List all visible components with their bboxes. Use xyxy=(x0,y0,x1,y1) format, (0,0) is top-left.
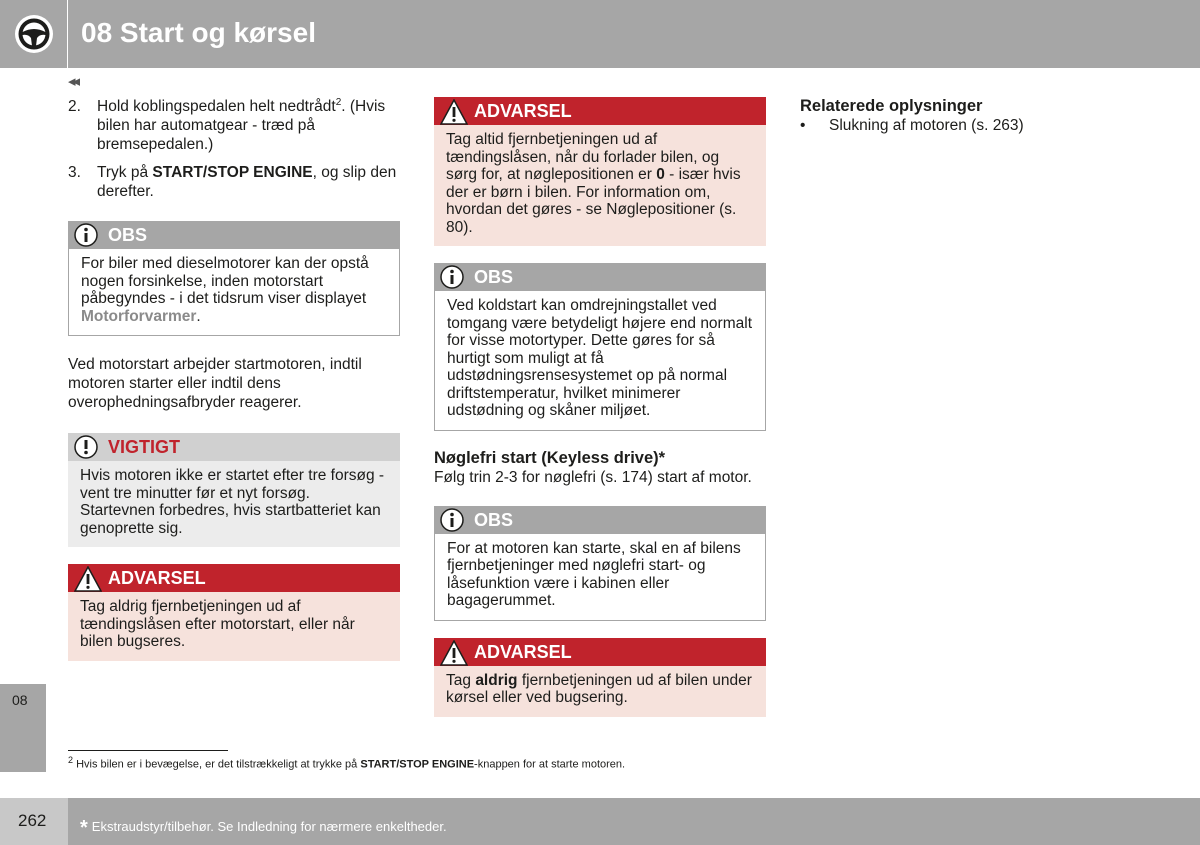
warning-triangle-icon xyxy=(440,99,468,125)
display-text: Motorforvarmer xyxy=(81,307,197,325)
page-footer xyxy=(0,798,1200,845)
column-2 xyxy=(434,97,766,717)
exclamation-icon xyxy=(74,435,98,459)
advarsel-header xyxy=(434,97,766,125)
obs-header xyxy=(434,263,766,291)
obs-text-end: . xyxy=(196,307,201,325)
advarsel-box-2 xyxy=(434,97,766,246)
advarsel-body xyxy=(434,666,766,717)
page-number: 262 xyxy=(18,811,47,830)
chapter-tab-number: 08 xyxy=(12,692,28,708)
advarsel-text: Tag xyxy=(446,671,476,689)
advarsel-body xyxy=(434,125,766,246)
keyless-section xyxy=(434,449,766,487)
advarsel-box-3 xyxy=(434,638,766,717)
key-position-value: 0 xyxy=(656,166,665,183)
related-list-item[interactable] xyxy=(800,116,1132,135)
obs-header xyxy=(434,506,766,534)
advarsel-header xyxy=(434,638,766,666)
info-icon xyxy=(440,508,464,532)
obs-body: For at motoren kan starte, skal en af bilens fjernbetjeninger med nøglefri start- og låsefunktion være i kabinen eller bagagerummet. xyxy=(434,534,766,621)
advarsel-bold: aldrig xyxy=(475,671,518,689)
footnote-text-cont: -knappen for at starte motoren. xyxy=(474,758,626,771)
footnote-bold: START/STOP ENGINE xyxy=(360,758,475,771)
step-number: 3. xyxy=(68,164,81,181)
footnote-number: 2 xyxy=(68,755,74,765)
vigtigt-header xyxy=(68,433,400,461)
page-title: 08 Start og kørsel xyxy=(81,17,316,48)
step-text-cont: , og slip den derefter. xyxy=(97,164,397,200)
keyless-text: Følg trin 2-3 for nøglefri (s. 174) start af motor. xyxy=(434,468,752,486)
footnote-ref[interactable]: 2 xyxy=(335,96,342,108)
obs-box-keyless xyxy=(434,506,766,621)
obs-box-diesel xyxy=(68,221,400,336)
step-bold: START/STOP ENGINE xyxy=(152,164,313,181)
advarsel-header xyxy=(68,564,400,592)
step-text: Hold koblingspedalen helt nedtrådt xyxy=(97,98,336,115)
step-3 xyxy=(68,163,400,201)
back-arrows-icon[interactable]: ◂◂ xyxy=(68,73,78,90)
keyless-heading: Nøglefri start (Keyless drive)* xyxy=(434,448,666,467)
advarsel-label: ADVARSEL xyxy=(108,568,206,588)
header-icon-box xyxy=(0,0,68,68)
obs-body xyxy=(68,249,400,336)
page-number-box xyxy=(0,798,68,845)
accessory-star: * xyxy=(80,817,88,839)
footnote-text: Hvis bilen er i bevægelse, er det tilstrækkeligt at trykke på xyxy=(73,758,361,771)
advarsel-text-cont: fjernbetjeningen ud af bilen under kørsel eller ved bugsering. xyxy=(446,671,752,706)
step-text-cont: . (Hvis bilen har automatgear - træd på bremsepedalen.) xyxy=(97,98,386,153)
obs-label: OBS xyxy=(474,509,514,530)
related-heading: Relaterede oplysninger xyxy=(800,97,983,115)
footnote xyxy=(68,755,625,771)
advarsel-box-1 xyxy=(68,564,400,661)
chapter-tab[interactable] xyxy=(0,684,46,772)
page-header xyxy=(0,0,1200,68)
column-1 xyxy=(68,97,400,661)
obs-header xyxy=(68,221,400,249)
obs-text: For biler med dieselmotorer kan der opstå nogen forsinkelse, inden motorstart påbegyndes - i det tidsrum viser displayet xyxy=(81,255,369,307)
paragraph-startmotor: Ved motorstart arbejder startmotoren, indtil motoren starter eller indtil dens overophedningsafbryder reagerer. xyxy=(68,356,362,411)
warning-triangle-icon xyxy=(74,566,102,592)
obs-box-coldstart xyxy=(434,263,766,431)
vigtigt-body: Hvis motoren ikke er startet efter tre forsøg - vent tre minutter før et nyt forsøg. Startevnen forbedres, hvis startbatteriet kan genoprette sig. xyxy=(68,461,400,547)
vigtigt-box xyxy=(68,433,400,547)
obs-body: Ved koldstart kan omdrejningstallet ved tomgang være betydeligt højere end normalt for visse motortyper. Dette gøres for så hurtigt som muligt at få udstødningsrensesystemet op på normal driftstemperatur, hvilket minimerer udstødning og skåner miljøet. xyxy=(434,291,766,431)
advarsel-text: Tag altid fjernbetjeningen ud af tændingslåsen, når du forlader bilen, og sørg for, at nøglepositionen er xyxy=(446,131,720,183)
info-icon xyxy=(74,223,98,247)
advarsel-body: Tag aldrig fjernbetjeningen ud af tændingslåsen efter motorstart, eller når bilen bugseres. xyxy=(68,592,400,661)
step-2 xyxy=(68,97,400,154)
vigtigt-label: VIGTIGT xyxy=(108,437,180,457)
info-icon xyxy=(440,265,464,289)
step-number: 2. xyxy=(68,98,81,115)
column-3 xyxy=(800,97,1132,135)
step-text: Tryk på xyxy=(97,164,153,181)
footer-note-text: Ekstraudstyr/tilbehør. Se Indledning for nærmere enkeltheder. xyxy=(91,819,447,834)
bullet: • xyxy=(800,117,806,134)
advarsel-label: ADVARSEL xyxy=(474,641,572,662)
obs-label: OBS xyxy=(108,225,148,245)
warning-triangle-icon xyxy=(440,640,468,666)
advarsel-label: ADVARSEL xyxy=(474,101,572,121)
steering-wheel-icon xyxy=(13,13,55,55)
footnote-divider xyxy=(68,750,228,751)
footer-note xyxy=(80,814,447,837)
obs-label: OBS xyxy=(474,267,514,287)
related-link[interactable]: Slukning af motoren (s. 263) xyxy=(829,117,1024,134)
advarsel-text-cont: - især hvis der er børn i bilen. For information om, hvordan det gøres - se Nøglepositioner (s. 80). xyxy=(446,166,741,236)
